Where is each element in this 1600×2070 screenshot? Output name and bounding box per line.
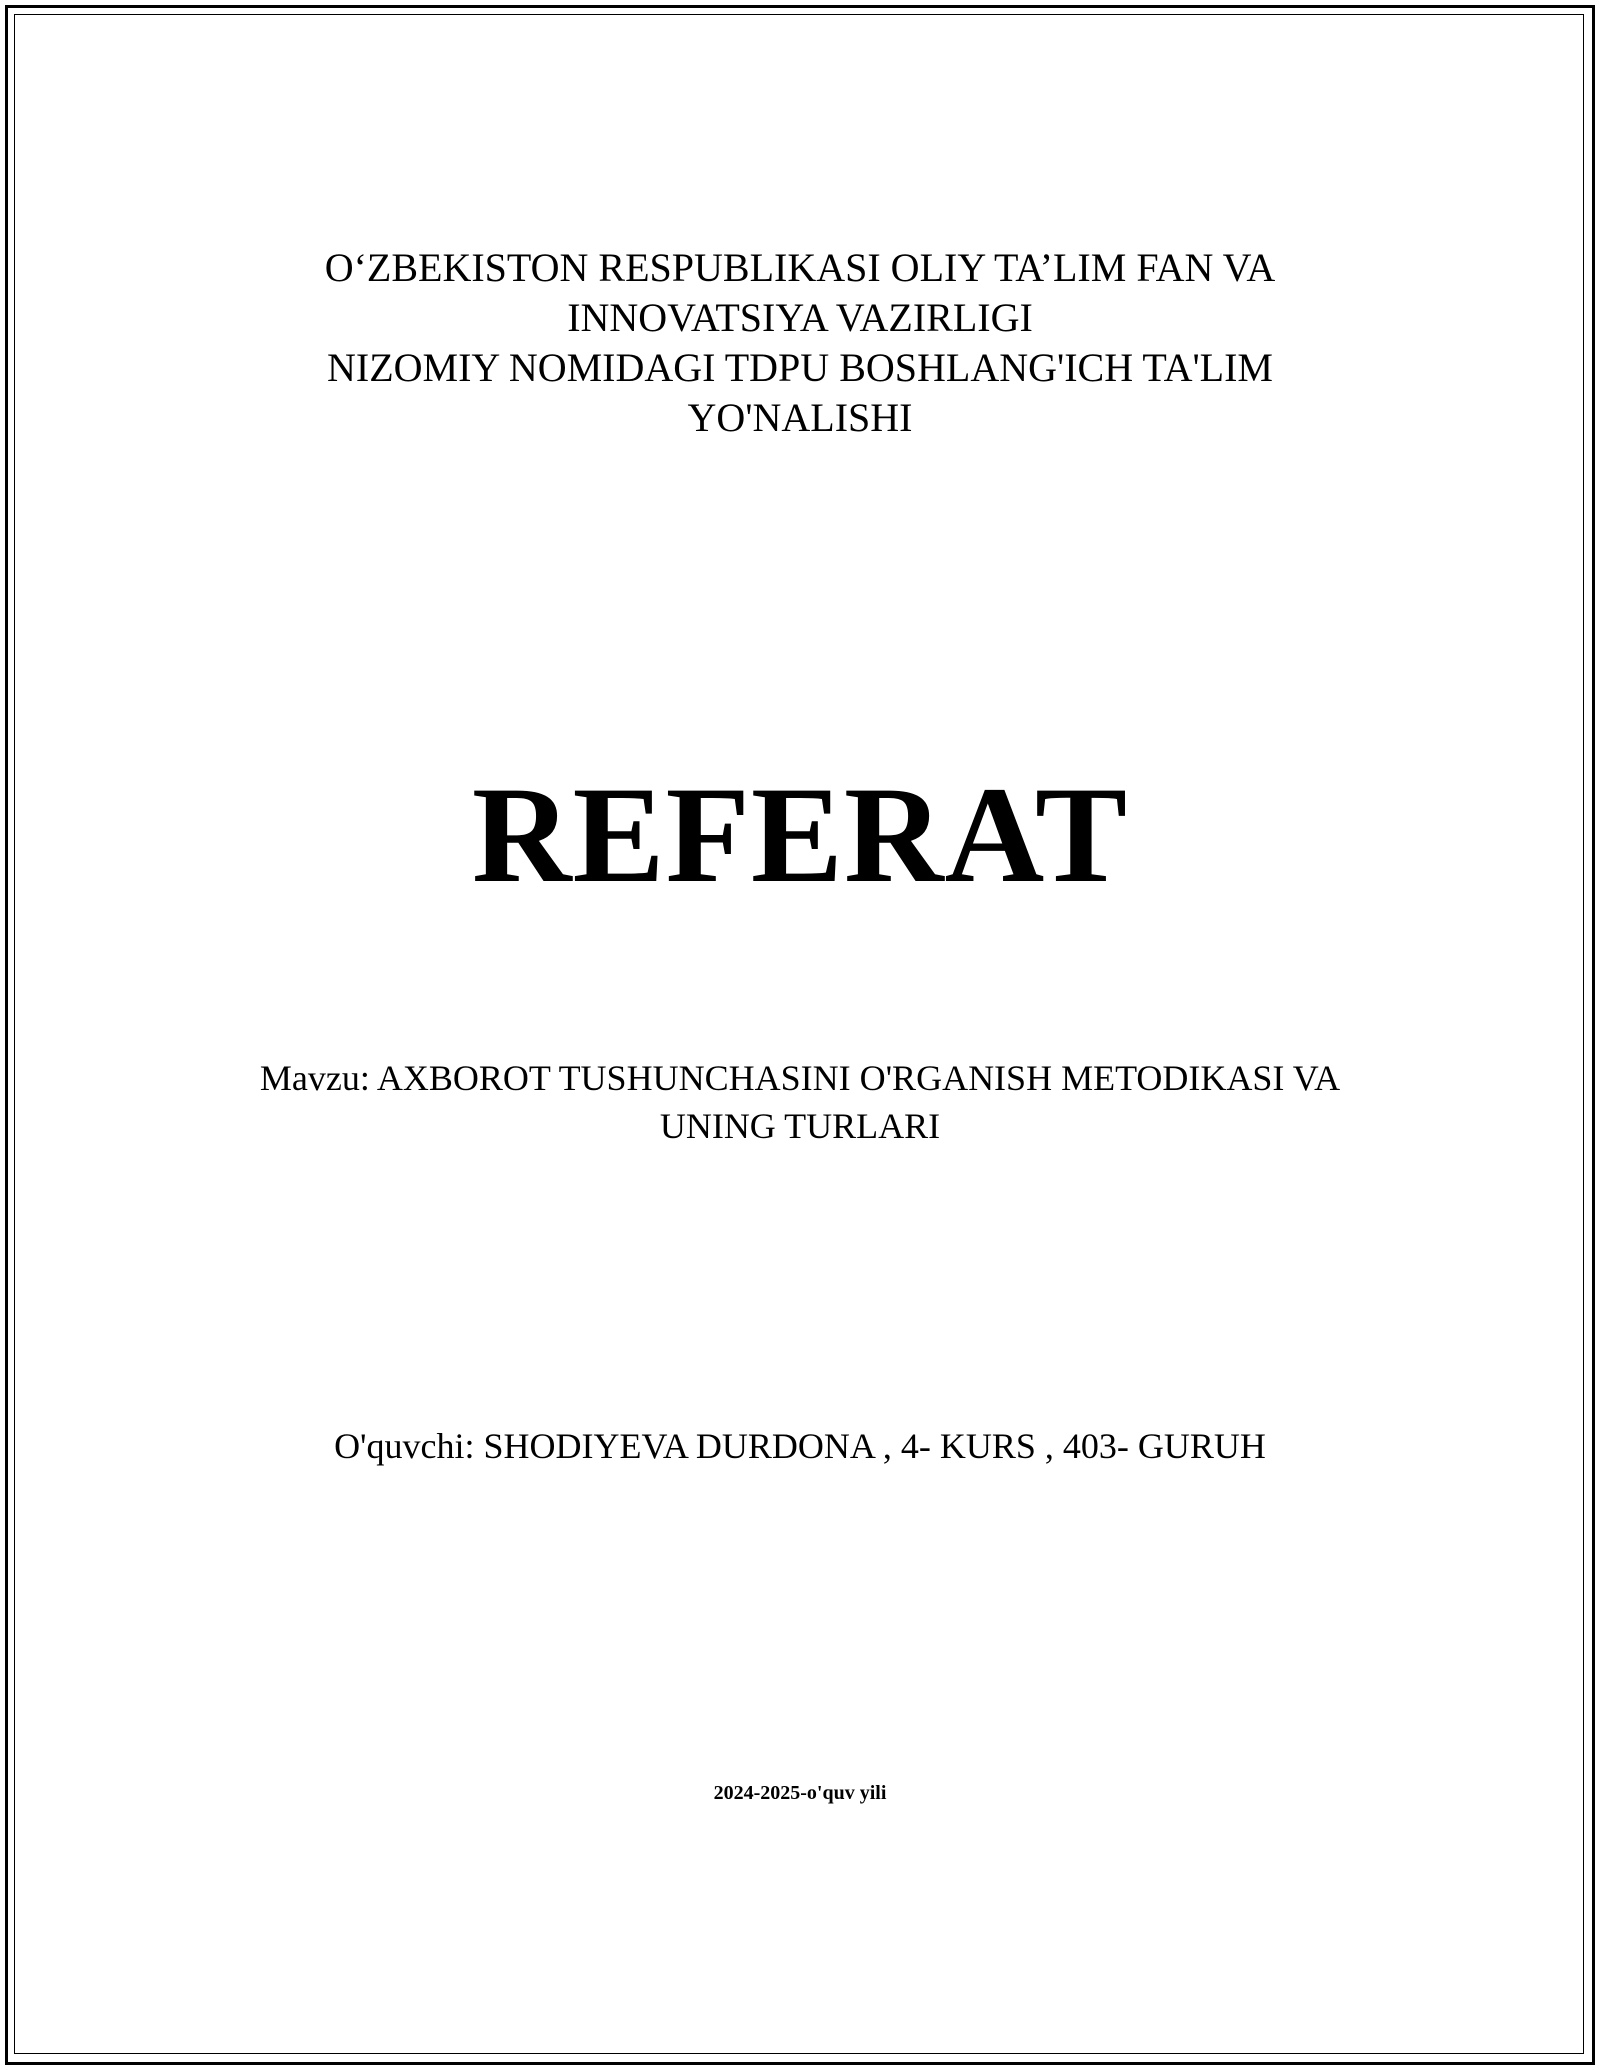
header-line-3: NIZOMIY NOMIDAGI TDPU BOSHLANG'ICH TA'LIM xyxy=(327,345,1273,390)
institution-header xyxy=(0,243,1600,443)
academic-year: 2024-2025-o'quv yili xyxy=(713,1782,887,1804)
topic-line-2: UNING TURLARI xyxy=(659,1106,941,1146)
topic-line-1: Mavzu: AXBOROT TUSHUNCHASINI O'RGANISH METODIKASI VA xyxy=(259,1058,1341,1098)
header-line-4: YO'NALISHI xyxy=(687,395,913,440)
student-info: O'quvchi: SHODIYEVA DURDONA , 4- KURS , 403- GURUH xyxy=(334,1426,1266,1466)
document-title: REFERAT xyxy=(471,758,1129,911)
topic xyxy=(0,1054,1600,1150)
header-line-1: O‘ZBEKISTON RESPUBLIKASI OLIY TA’LIM FAN VA xyxy=(324,245,1276,290)
header-line-2: INNOVATSIYA VAZIRLIGI xyxy=(567,295,1033,340)
